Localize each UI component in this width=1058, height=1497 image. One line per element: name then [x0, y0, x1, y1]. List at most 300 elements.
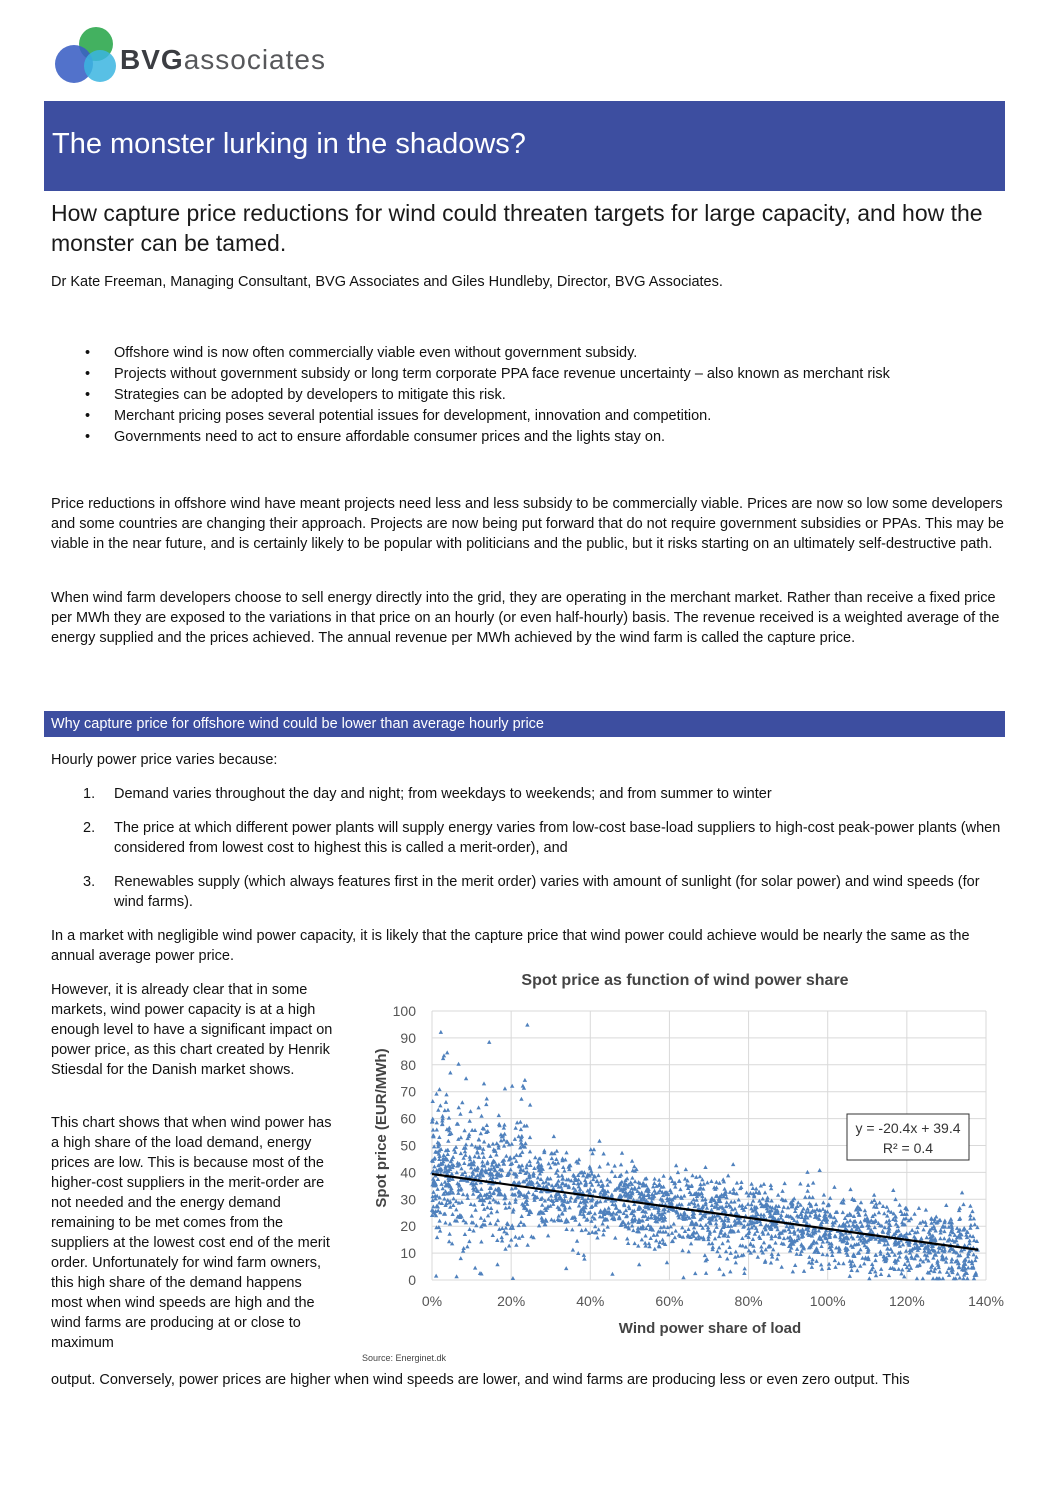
scatter-point [473, 1266, 477, 1270]
scatter-point [961, 1202, 965, 1206]
scatter-point [523, 1141, 527, 1145]
scatter-point [570, 1227, 574, 1231]
scatter-point [479, 1239, 483, 1243]
scatter-point [537, 1223, 541, 1227]
scatter-point [450, 1212, 454, 1216]
scatter-point [523, 1078, 527, 1082]
scatter-point [915, 1276, 919, 1280]
scatter-point [887, 1273, 891, 1277]
scatter-point [817, 1168, 821, 1172]
scatter-point [766, 1232, 770, 1236]
scatter-point [681, 1275, 685, 1279]
scatter-point [765, 1195, 769, 1199]
scatter-point [752, 1249, 756, 1253]
scatter-point [536, 1175, 540, 1179]
scatter-point [442, 1197, 446, 1201]
scatter-point [513, 1137, 517, 1141]
scatter-point [612, 1164, 616, 1168]
scatter-point [879, 1272, 883, 1276]
scatter-point [482, 1218, 486, 1222]
list-item: • Governments need to act to ensure affordable consumer prices and the lights stay on. [85, 429, 666, 445]
scatter-point [476, 1165, 480, 1169]
scatter-point [955, 1272, 959, 1276]
chart-source: Source: Energinet.dk [362, 1353, 447, 1363]
scatter-point [482, 1139, 486, 1143]
scatter-point [724, 1200, 728, 1204]
side-paragraph: This chart shows that when wind power has a high share of the load demand, energy prices are low. This is because most of the higher-cost suppliers in the merit-order are not needed and the energy demand remaining to be met comes from the suppliers at the lowest cost end of the merit order. Unfortunately for wind farm owners, this high share of the demand happens most when wind speeds are high and the wind farms are producing at or close to maximum [51, 1115, 332, 1351]
equation-label: y = -20.4x + 39.4 [855, 1120, 961, 1136]
list-item: 3. Renewables supply (which always features first in the merit order) varies with amount of sunlight (for solar power) and wind speeds (for wind farms). [83, 874, 980, 910]
scatter-point [721, 1272, 725, 1276]
scatter-point [713, 1236, 717, 1240]
scatter-point [810, 1265, 814, 1269]
scatter-chart [356, 995, 1016, 1347]
scatter-point [520, 1150, 524, 1154]
scatter-point [936, 1250, 940, 1254]
list-item: • Offshore wind is now often commercially viable even without government subsidy. [85, 345, 638, 361]
scatter-point [436, 1108, 440, 1112]
scatter-point [693, 1271, 697, 1275]
scatter-point [970, 1259, 974, 1263]
scatter-point [606, 1161, 610, 1165]
y-tick-label: 50 [400, 1137, 416, 1154]
scatter-point [564, 1227, 568, 1231]
scatter-point [448, 1070, 452, 1074]
scatter-point [668, 1188, 672, 1192]
scatter-point [674, 1163, 678, 1167]
scatter-point [877, 1210, 881, 1214]
scatter-point [464, 1142, 468, 1146]
company-logo [50, 24, 380, 90]
scatter-point [703, 1253, 707, 1257]
scatter-point [632, 1241, 636, 1245]
x-tick-label: 60% [655, 1293, 684, 1309]
scatter-point [561, 1165, 565, 1169]
scatter-point [588, 1187, 592, 1191]
scatter-point [897, 1267, 901, 1271]
scatter-point [477, 1137, 481, 1141]
scatter-point [858, 1264, 862, 1268]
y-axis-label: Spot price (EUR/MWh) [373, 1048, 390, 1208]
scatter-point [447, 1116, 451, 1120]
scatter-point [451, 1203, 455, 1207]
scatter-point [637, 1262, 641, 1266]
scatter-point [950, 1265, 954, 1269]
scatter-point [711, 1245, 715, 1249]
scatter-point [849, 1268, 853, 1272]
scatter-point [795, 1247, 799, 1251]
scatter-point [494, 1153, 498, 1157]
scatter-point [685, 1183, 689, 1187]
x-axis-label: Wind power share of load [618, 1320, 802, 1337]
page-title: The monster lurking in the shadows? [44, 101, 1005, 191]
scatter-point [489, 1210, 493, 1214]
scatter-point [435, 1120, 439, 1124]
x-tick-label: 140% [968, 1293, 1004, 1309]
scatter-point [646, 1223, 650, 1227]
scatter-point [625, 1169, 629, 1173]
scatter-point [762, 1240, 766, 1244]
scatter-point [931, 1276, 935, 1280]
scatter-point [630, 1159, 634, 1163]
scatter-point [900, 1268, 904, 1272]
scatter-point [569, 1195, 573, 1199]
scatter-point [458, 1112, 462, 1116]
scatter-point [510, 1223, 514, 1227]
scatter-point [475, 1150, 479, 1154]
scatter-point [918, 1258, 922, 1262]
scatter-point [705, 1180, 709, 1184]
scatter-point [482, 1155, 486, 1159]
scatter-point [637, 1185, 641, 1189]
scatter-point [460, 1100, 464, 1104]
scatter-point [742, 1271, 746, 1275]
scatter-point [762, 1213, 766, 1217]
scatter-point [769, 1261, 773, 1265]
scatter-point [703, 1165, 707, 1169]
scatter-point [613, 1236, 617, 1240]
scatter-point [509, 1238, 513, 1242]
scatter-point [779, 1265, 783, 1269]
x-tick-label: 0% [421, 1293, 443, 1309]
scatter-point [945, 1270, 949, 1274]
scatter-point [848, 1274, 852, 1278]
scatter-point [746, 1226, 750, 1230]
scatter-point [909, 1216, 913, 1220]
scatter-point [801, 1206, 805, 1210]
scatter-point [487, 1040, 491, 1044]
scatter-point [473, 1154, 477, 1158]
scatter-point [810, 1195, 814, 1199]
scatter-point [820, 1267, 824, 1271]
scatter-point [796, 1234, 800, 1238]
scatter-point [661, 1174, 665, 1178]
scatter-point [680, 1248, 684, 1252]
y-tick-label: 80 [400, 1056, 416, 1073]
scatter-point [459, 1135, 463, 1139]
scatter-point [732, 1200, 736, 1204]
scatter-point [479, 1114, 483, 1118]
scatter-point [640, 1237, 644, 1241]
scatter-point [833, 1265, 837, 1269]
scatter-point [510, 1187, 514, 1191]
scatter-point [602, 1228, 606, 1232]
scatter-point [494, 1222, 498, 1226]
scatter-point [837, 1261, 841, 1265]
r-squared-label: R² = 0.4 [882, 1140, 934, 1156]
side-paragraph: However, it is already clear that in some markets, wind power capacity is at a high enough level to have a significant impact on power price, as this chart created by Henrik Stiesdal for the Danish market shows. [51, 982, 333, 1078]
scatter-point [910, 1228, 914, 1232]
scatter-point [495, 1209, 499, 1213]
scatter-point [503, 1201, 507, 1205]
scatter-point [476, 1105, 480, 1109]
scatter-point [514, 1153, 518, 1157]
scatter-point [774, 1204, 778, 1208]
scatter-point [961, 1276, 965, 1280]
scatter-point [477, 1155, 481, 1159]
scatter-point [647, 1241, 651, 1245]
scatter-point [528, 1149, 532, 1153]
scatter-point [473, 1128, 477, 1132]
scatter-point [456, 1062, 460, 1066]
scatter-point [435, 1235, 439, 1239]
scatter-point [513, 1126, 517, 1130]
scatter-point [885, 1246, 889, 1250]
scatter-point [495, 1262, 499, 1266]
scatter-point [562, 1169, 566, 1173]
scatter-point [652, 1181, 656, 1185]
scatter-point [597, 1164, 601, 1168]
y-axis-ticks [393, 1003, 417, 1288]
scatter-point [632, 1164, 636, 1168]
scatter-point [519, 1214, 523, 1218]
scatter-point [582, 1257, 586, 1261]
scatter-point [847, 1224, 851, 1228]
scatter-point [528, 1135, 532, 1139]
scatter-point [443, 1221, 447, 1225]
scatter-point [454, 1207, 458, 1211]
scatter-point [734, 1260, 738, 1264]
scatter-point [805, 1170, 809, 1174]
scatter-point [434, 1092, 438, 1096]
scatter-point [491, 1233, 495, 1237]
scatter-point [938, 1236, 942, 1240]
scatter-point [912, 1212, 916, 1216]
scatter-point [610, 1272, 614, 1276]
scatter-point [735, 1181, 739, 1185]
y-tick-label: 70 [400, 1083, 416, 1100]
scatter-point [613, 1174, 617, 1178]
scatter-point [480, 1159, 484, 1163]
scatter-point [625, 1237, 629, 1241]
scatter-point [564, 1217, 568, 1221]
scatter-point [798, 1181, 802, 1185]
scatter-point [814, 1259, 818, 1263]
scatter-point [727, 1245, 731, 1249]
scatter-point [444, 1100, 448, 1104]
list-item: 1. Demand varies throughout the day and night; from weekdays to weekends; and from summer to winter [83, 786, 772, 802]
scatter-point [885, 1205, 889, 1209]
scatter-point [705, 1206, 709, 1210]
scatter-point [431, 1099, 435, 1103]
y-tick-label: 60 [400, 1110, 416, 1127]
scatter-point [769, 1183, 773, 1187]
scatter-point [610, 1169, 614, 1173]
scatter-point [485, 1123, 489, 1127]
scatter-point [447, 1239, 451, 1243]
scatter-point [469, 1202, 473, 1206]
scatter-point [802, 1269, 806, 1273]
scatter-point [942, 1229, 946, 1233]
scatter-point [704, 1271, 708, 1275]
scatter-point [811, 1181, 815, 1185]
scatter-point [443, 1180, 447, 1184]
scatter-point [673, 1235, 677, 1239]
scatter-point [858, 1220, 862, 1224]
y-tick-label: 0 [408, 1272, 416, 1288]
scatter-point [630, 1186, 634, 1190]
x-tick-label: 120% [888, 1293, 925, 1309]
scatter-point [970, 1209, 974, 1213]
scatter-point [799, 1242, 803, 1246]
scatter-point [437, 1201, 441, 1205]
scatter-point [448, 1222, 452, 1226]
scatter-point [848, 1218, 852, 1222]
y-tick-label: 90 [400, 1029, 416, 1046]
list-item: • Strategies can be adopted by developers to mitigate this risk. [85, 387, 506, 403]
scatter-point [792, 1229, 796, 1233]
scatter-point [759, 1245, 763, 1249]
scatter-point [872, 1198, 876, 1202]
scatter-point [547, 1161, 551, 1165]
scatter-point [462, 1128, 466, 1132]
body-paragraph: In a market with negligible wind power capacity, it is likely that the capture price that wind power could achieve would be nearly the same as the annual average power price. [51, 928, 970, 964]
x-tick-label: 40% [576, 1293, 605, 1309]
scatter-point [592, 1188, 596, 1192]
scatter-point [770, 1252, 774, 1256]
scatter-point [488, 1154, 492, 1158]
scatter-point [832, 1215, 836, 1219]
scatter-point [467, 1227, 471, 1231]
y-tick-label: 40 [400, 1164, 416, 1181]
scatter-point [740, 1236, 744, 1240]
scatter-point [496, 1218, 500, 1222]
scatter-point [464, 1076, 468, 1080]
scatter-point [533, 1155, 537, 1159]
scatter-point [907, 1263, 911, 1267]
scatter-point [873, 1258, 877, 1262]
scatter-point [714, 1180, 718, 1184]
scatter-point [862, 1261, 866, 1265]
scatter-point [438, 1103, 442, 1107]
scatter-point [520, 1234, 524, 1238]
scatter-point [821, 1200, 825, 1204]
scatter-point [837, 1223, 841, 1227]
scatter-point [510, 1084, 514, 1088]
scatter-point [832, 1185, 836, 1189]
scatter-point [734, 1250, 738, 1254]
scatter-point [718, 1254, 722, 1258]
scatter-point [675, 1194, 679, 1198]
scatter-point [886, 1208, 890, 1212]
scatter-point [598, 1199, 602, 1203]
scatter-point [698, 1223, 702, 1227]
scatter-point [472, 1203, 476, 1207]
scatter-point [485, 1097, 489, 1101]
scatter-point [598, 1208, 602, 1212]
scatter-point [848, 1187, 852, 1191]
scatter-point [583, 1178, 587, 1182]
x-tick-label: 100% [809, 1293, 846, 1309]
scatter-point [605, 1177, 609, 1181]
scatter-point [899, 1271, 903, 1275]
scatter-point [556, 1179, 560, 1183]
scatter-point [807, 1255, 811, 1259]
scatter-point [863, 1208, 867, 1212]
scatter-point [674, 1229, 678, 1233]
scatter-point [513, 1235, 517, 1239]
scatter-point [577, 1222, 581, 1226]
scatter-point [665, 1260, 669, 1264]
scatter-point [841, 1210, 845, 1214]
scatter-point [944, 1203, 948, 1207]
scatter-point [672, 1222, 676, 1226]
scatter-point [595, 1235, 599, 1239]
scatter-point [837, 1245, 841, 1249]
scatter-point [698, 1174, 702, 1178]
scatter-point [479, 1131, 483, 1135]
scatter-point [556, 1161, 560, 1165]
scatter-point [504, 1154, 508, 1158]
scatter-point [966, 1266, 970, 1270]
body-paragraph: output. Conversely, power prices are higher when wind speeds are lower, and wind farms are producing less or even zero output. This [51, 1372, 910, 1388]
y-tick-label: 100 [392, 1003, 416, 1019]
scatter-point [434, 1274, 438, 1278]
scatter-point [653, 1247, 657, 1251]
scatter-point [720, 1241, 724, 1245]
scatter-point [514, 1243, 518, 1247]
scatter-point [707, 1241, 711, 1245]
authors-line: Dr Kate Freeman, Managing Consultant, BVG Associates and Giles Hundleby, Director, BVG Associates. [51, 274, 723, 290]
scatter-point [796, 1200, 800, 1204]
scatter-point [620, 1151, 624, 1155]
scatter-point [904, 1249, 908, 1253]
scatter-point [943, 1218, 947, 1222]
scatter-point [465, 1244, 469, 1248]
scatter-point [780, 1209, 784, 1213]
scatter-point [683, 1229, 687, 1233]
scatter-point [489, 1206, 493, 1210]
scatter-point [863, 1212, 867, 1216]
scatter-point [877, 1200, 881, 1204]
scatter-point [596, 1173, 600, 1177]
scatter-point [508, 1167, 512, 1171]
scatter-point [484, 1102, 488, 1106]
body-paragraph: Price reductions in offshore wind have meant projects need less and less subsidy to be commercially viable. Prices are now so low some developers and some countries are changing their approach. Projects are now being put forward that do not require government subsidies or PPAs. This may be viable in the near future, and is certainly likely to be popular with politicians and the public, but it risks starting on an ultimately self-destructive path. [51, 496, 1004, 552]
scatter-point [773, 1241, 777, 1245]
scatter-point [867, 1276, 871, 1280]
scatter-point [481, 1202, 485, 1206]
scatter-point [819, 1263, 823, 1267]
scatter-point [550, 1156, 554, 1160]
scatter-point [751, 1237, 755, 1241]
scatter-point [882, 1211, 886, 1215]
scatter-point [481, 1147, 485, 1151]
scatter-point [479, 1187, 483, 1191]
scatter-point [459, 1166, 463, 1170]
scatter-point [782, 1181, 786, 1185]
scatter-point [763, 1190, 767, 1194]
scatter-point [821, 1207, 825, 1211]
scatter-point [437, 1135, 441, 1139]
scatter-point [938, 1269, 942, 1273]
scatter-point [901, 1242, 905, 1246]
scatter-point [761, 1197, 765, 1201]
scatter-point [872, 1193, 876, 1197]
x-axis-ticks [422, 1293, 1004, 1309]
y-tick-label: 10 [400, 1245, 416, 1262]
scatter-point [678, 1187, 682, 1191]
scatter-point [874, 1273, 878, 1277]
scatter-point [599, 1179, 603, 1183]
page-subtitle: How capture price reductions for wind could threaten targets for large capacity, and how the monster can be tamed. [51, 200, 983, 256]
scatter-point [794, 1252, 798, 1256]
scatter-point [942, 1236, 946, 1240]
scatter-point [677, 1202, 681, 1206]
scatter-point [488, 1190, 492, 1194]
scatter-point [432, 1164, 436, 1168]
scatter-point [446, 1152, 450, 1156]
